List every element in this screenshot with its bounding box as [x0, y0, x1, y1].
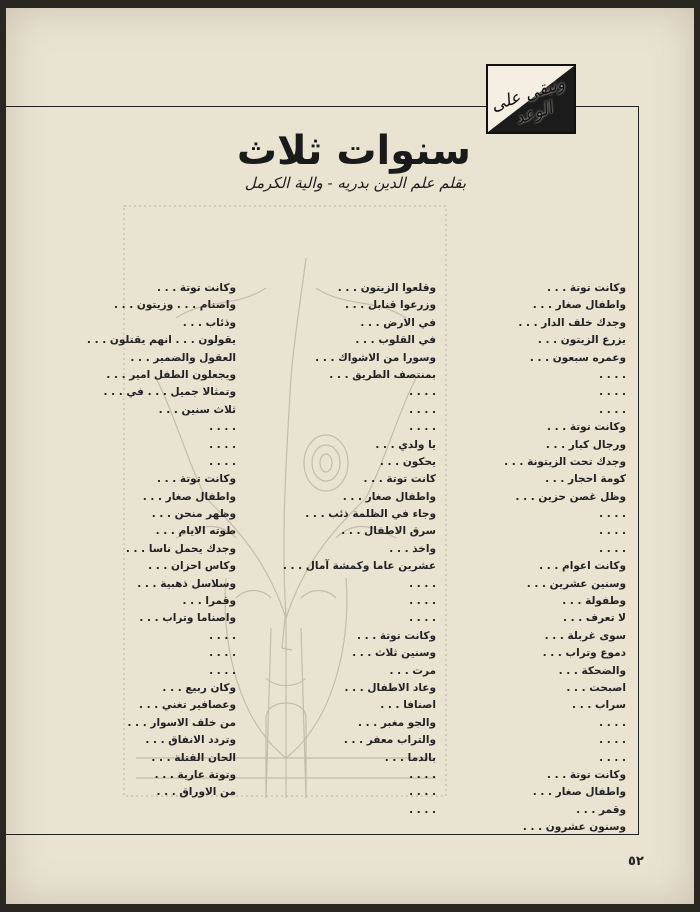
poem-line: وقمر . . . [576, 803, 626, 816]
poem-line: يزرع الزيتون . . . [537, 334, 626, 347]
poem-line: اصنافا . . . [380, 699, 436, 712]
poem-line: سرق الاطفال . . . [341, 525, 436, 538]
poem-column-right [476, 280, 626, 837]
poem-line: العقول والضمير . . . [130, 351, 236, 364]
poem-line: وطفولة . . . [562, 595, 626, 608]
poem-line: . . . . [599, 525, 626, 538]
poem-line: . . . . [599, 368, 626, 381]
poem-line: وكانت توتة . . . [156, 282, 236, 294]
poem-line: يا ولدي . . . [375, 438, 436, 451]
poem-line: . . . . [209, 664, 236, 677]
section-logo-text: ونبقى على الوعد [488, 73, 568, 129]
poem-line: مرت . . . [389, 664, 436, 677]
poem-line: وسنين ثلاث . . . [352, 647, 436, 660]
poem-line: وعاد الاطفال . . . [344, 681, 436, 694]
poem-line: والجو مغبر . . . [357, 716, 436, 729]
poem-line: وعصافير تغني . . . [138, 699, 236, 712]
poem-line: بالدما . . . [384, 751, 436, 764]
magazine-page [6, 8, 694, 904]
poem-line: . . . . [599, 508, 626, 521]
poem-line: وسورا من الاشواك . . . [315, 351, 436, 364]
poem-line: وكانت توتة . . . [546, 421, 626, 434]
poem-line: وجاء في الظلمة ذئب . . . [305, 508, 436, 521]
poem-line: وتمثالا جميل . . . في . . . [103, 386, 236, 399]
poem-line: . . . . [599, 386, 626, 399]
poem-line: والتراب معفر . . . [343, 734, 436, 747]
poem-line: وكانت توتة . . . [356, 629, 436, 642]
poem-column-middle [282, 280, 436, 819]
poem-line: من خلف الاسوار . . . [127, 716, 236, 729]
poem-line: يحكون . . . [379, 455, 436, 468]
poem-line: واصناما وتراب . . . [139, 612, 236, 625]
poem-line: وسنين عشرين . . . [526, 577, 626, 590]
poem-line: وجدك يحمل ناسا . . . [125, 542, 236, 555]
poem-line: . . . . [409, 421, 436, 434]
poem-line: . . . . [409, 595, 436, 608]
poem-line: . . . . [209, 455, 236, 468]
poem-line: وتوتة عارية . . . [154, 768, 236, 781]
poem-line: عشرين عاما وكمشة آمال . . . [282, 560, 436, 573]
poem-line: وكاس احزان . . . [148, 560, 236, 573]
frame-line-top [6, 106, 486, 107]
poem-line: واطفال صغار . . . [142, 490, 236, 503]
poem-line: وظهر منحن . . . [151, 508, 236, 521]
poem-line: وزرعوا قنابل . . . [345, 299, 436, 312]
poem-line: وسلاسل ذهبية . . . [137, 577, 236, 590]
poem-line: وجدك تحت الزيتونة . . . [504, 455, 626, 468]
article-byline: بقلم علم الدين بدريه - والية الكرمل [244, 174, 466, 192]
poem-line: . . . . [209, 421, 236, 434]
poem-line: الحان القتلة . . . [151, 751, 236, 764]
poem-line: ويجعلون الطفل امير . . . [106, 368, 236, 381]
poem-line: وعمره سبعون . . . [529, 351, 626, 364]
poem-line: واطفال صغار . . . [342, 490, 436, 503]
poem-line: . . . . [409, 768, 436, 781]
poem-line: كانت توتة . . . [363, 473, 436, 486]
poem-line: سراب . . . [572, 699, 626, 712]
poem-line: واخذ . . . [389, 542, 436, 555]
poem-line: كومة احجار . . . [545, 473, 626, 486]
poem-line: . . . . [409, 612, 436, 625]
poem-line: دموع وتراب . . . [542, 647, 626, 660]
poem-line: لا تعرف . . . [562, 612, 626, 625]
poem-line: وجدك خلف الدار . . . [518, 316, 626, 329]
poem-line: . . . . [409, 577, 436, 590]
poem-line: في الارض . . . [360, 316, 436, 329]
poem-line: . . . . [599, 734, 626, 747]
poem-line: من الاوراق . . . [156, 786, 236, 799]
section-logo [486, 64, 576, 134]
poem-line: والضحكة . . . [558, 664, 626, 677]
poem-line: . . . . [599, 751, 626, 764]
poem-line: . . . . [409, 786, 436, 799]
poem-line: وقلعوا الزيتون . . . [337, 282, 436, 294]
poem-line: بمنتصف الطريق . . . [329, 368, 436, 381]
poem-line: . . . . [209, 647, 236, 660]
poem-line: . . . . [409, 803, 436, 816]
frame-line-top-right [572, 106, 638, 107]
poem-line: . . . . [599, 403, 626, 416]
poem-line: سوى غربلة . . . [544, 629, 626, 642]
poem-line: . . . . [209, 629, 236, 642]
poem-line: وكان ربيع . . . [162, 681, 236, 694]
poem-line: وكانت توتة . . . [546, 768, 626, 781]
poem-line: ورجال كبار . . . [545, 438, 626, 451]
poem-line: واطفال صغار . . . [532, 786, 626, 799]
poem-line: وسنون عشرون . . . [522, 821, 626, 834]
poem-line: واصنام . . . وزيتون . . . [113, 299, 236, 312]
poem-line: وكانت توتة . . . [546, 282, 626, 294]
poem-line: وذئاب . . . [182, 316, 236, 329]
poem-line: . . . . [599, 542, 626, 555]
page-number: ٥٢ [628, 854, 644, 869]
poem-line: . . . . [209, 438, 236, 451]
poem-line: اصبحت . . . [566, 681, 626, 694]
poem-line: يقولون . . . انهم يقتلون . . . [86, 334, 236, 347]
poem-line: . . . . [409, 386, 436, 399]
poem-line: وكانت اعوام . . . [539, 560, 626, 573]
poem-line: ثلاث سنين . . . [158, 403, 236, 416]
poem-line: واطفال صغار . . . [532, 299, 626, 312]
article-title: سنوات ثلاث [236, 128, 471, 174]
frame-line-right [638, 106, 639, 834]
poem-line: طوته الايام . . . [155, 525, 236, 538]
poem-line: وقمرا . . . [182, 595, 236, 608]
poem-line: . . . . [409, 403, 436, 416]
poem-column-left [86, 280, 236, 802]
poem-line: وتردد الانفاق . . . [145, 734, 236, 747]
poem-line: في القلوب . . . [355, 334, 436, 347]
poem-line: وظل غصن حزين . . . [515, 490, 626, 503]
poem-line: وكانت توتة . . . [156, 473, 236, 486]
poem-line: . . . . [599, 716, 626, 729]
